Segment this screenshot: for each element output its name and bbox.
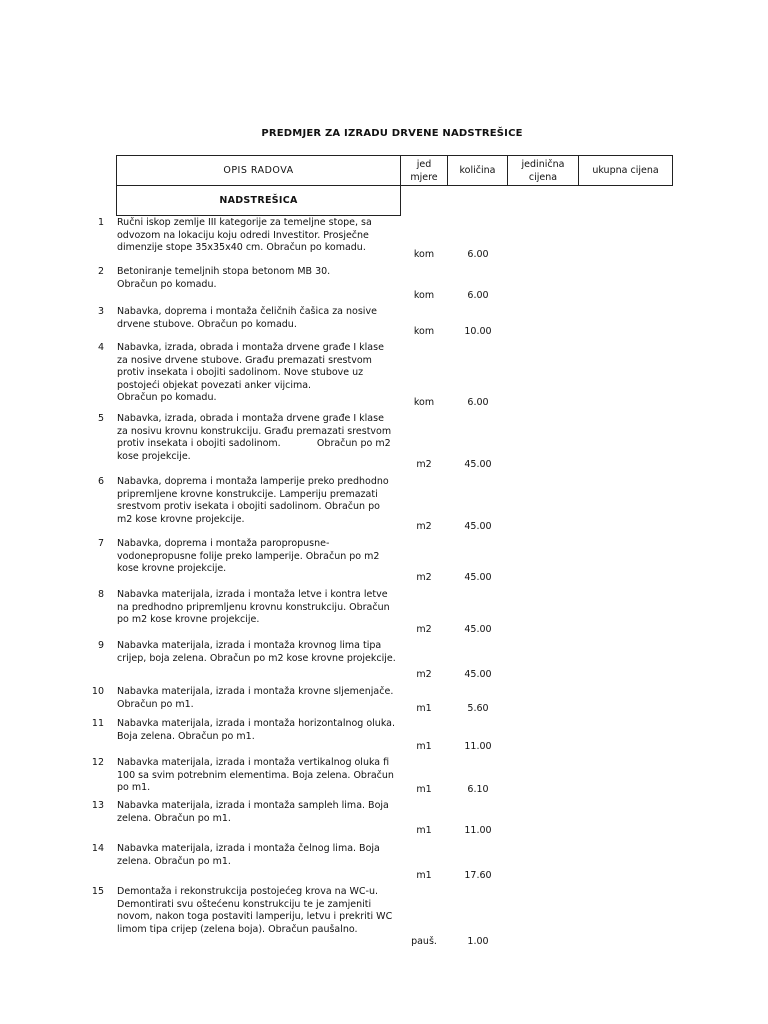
document-title: PREDMJER ZA IZRADU DRVENE NADSTREŠICE [261, 128, 523, 139]
item-number: 15 [91, 886, 104, 897]
item-unit: m1 [416, 825, 432, 836]
header-jed-line1: jed [416, 158, 432, 170]
item-unit: m2 [416, 624, 432, 635]
item-unit: pauš. [411, 936, 437, 947]
item-unit: m2 [416, 572, 432, 583]
item-quantity: 6.10 [467, 784, 489, 795]
header-ukupna-label: ukupna cijena [592, 165, 659, 176]
header-jedinicna-line2: cijena [528, 171, 558, 183]
item-number: 2 [97, 266, 104, 277]
item-quantity: 10.00 [464, 326, 492, 337]
item-quantity: 6.00 [467, 290, 489, 301]
item-unit: m1 [416, 741, 432, 752]
item-description: Nabavka, doprema i montaža paropropusne-vodonepropusne folije preko lamperije. Obračun po m2 kose krovne projekcije. [117, 538, 383, 574]
item-quantity: 17.60 [464, 870, 492, 881]
header-opis-label: OPIS RADOVA [223, 165, 294, 176]
item-quantity: 45.00 [464, 459, 492, 470]
item-unit: m2 [416, 669, 432, 680]
item-quantity: 45.00 [464, 572, 492, 583]
item-number: 14 [91, 843, 104, 854]
item-number: 6 [97, 476, 104, 487]
item-unit: kom [413, 249, 435, 260]
header-jedinicna-line1: jedinična [521, 158, 565, 170]
item-description: Nabavka materijala, izrada i montaža sampleh lima. Boja zelena. Obračun po m1. [117, 800, 392, 824]
item-quantity: 5.60 [467, 703, 489, 714]
item-quantity: 11.00 [464, 741, 492, 752]
item-description: Nabavka, izrada, obrada i montaža drvene građe I klase za nosivu krovnu konstrukciju. Građu premazati srestvom protiv insekata i obojiti sadolinom. Obračun po m2 kose projekcije. [117, 413, 395, 462]
item-number: 10 [91, 686, 104, 697]
item-quantity: 6.00 [467, 249, 489, 260]
item-number: 11 [91, 718, 104, 729]
item-quantity: 45.00 [464, 624, 492, 635]
header-opis-radova [116, 155, 401, 186]
header-ukupna-cijena [578, 155, 673, 186]
item-number: 13 [91, 800, 104, 811]
item-description: Demontaža i rekonstrukcija postojećeg krova na WC-u. Demontirati svu oštećenu konstrukciju te je zamjeniti novom, nakon toga postaviti lamperiju, letvu i prekriti WC limom tipa crijep (zelena boja). Obračun paušalno. [117, 886, 396, 935]
item-description: Nabavka, doprema i montaža lamperije preko predhodno pripremljene krovne konstrukcije. Lamperiju premazati srestvom protiv isekata i obojiti sadolinom. Obračun po m2 kose krovne projekcije. [117, 476, 392, 525]
header-kolicina [447, 155, 508, 186]
item-description: Nabavka materijala, izrada i montaža krovnog lima tipa crijep, boja zelena. Obračun po m2 kose krovne projekcije. [117, 640, 396, 664]
item-description: Nabavka materijala, izrada i montaža krovne sljemenjače. Obračun po m1. [117, 686, 397, 710]
item-number: 3 [97, 306, 104, 317]
item-quantity: 11.00 [464, 825, 492, 836]
item-number: 7 [97, 538, 104, 549]
item-quantity: 45.00 [464, 521, 492, 532]
item-description: Nabavka materijala, izrada i montaža vertikalnog oluka fi 100 sa svim potrebnim elementima. Boja zelena. Obračun po m1. [117, 757, 397, 793]
header-jed-line2: mjere [410, 171, 438, 183]
item-unit: m1 [416, 784, 432, 795]
item-number: 4 [97, 342, 104, 353]
item-unit: m1 [416, 870, 432, 881]
item-quantity: 1.00 [467, 936, 489, 947]
item-number: 9 [97, 640, 104, 651]
item-number: 1 [97, 217, 104, 228]
item-unit: kom [413, 290, 435, 301]
item-description: Nabavka materijala, izrada i montaža letve i kontra letve na predhodno pripremljenu krovnu konstrukciju. Obračun po m2 kose krovne projekcije. [117, 589, 393, 625]
item-description: Nabavka materijala, izrada i montaža horizontalnog oluka. Boja zelena. Obračun po m1. [117, 718, 399, 742]
item-quantity: 45.00 [464, 669, 492, 680]
item-description: Nabavka, doprema i montaža čeličnih čašica za nosive drvene stubove. Obračun po komadu. [117, 306, 380, 330]
item-number: 5 [97, 413, 104, 424]
item-unit: kom [413, 397, 435, 408]
item-quantity: 6.00 [467, 397, 489, 408]
item-number: 8 [97, 589, 104, 600]
item-description: Betoniranje temeljnih stopa betonom MB 30. Obračun po komadu. [117, 266, 331, 290]
item-description: Nabavka materijala, izrada i montaža čelnog lima. Boja zelena. Obračun po m1. [117, 843, 383, 867]
section-label: NADSTREŠICA [219, 195, 298, 206]
header-kolicina-label: količina [459, 165, 496, 176]
section-header [116, 185, 401, 216]
item-description: Nabavka, izrada, obrada i montaža drvene građe I klase za nosive drvene stubove. Građu premazati srestvom protiv insekata i obojiti sadolinom. Nove stubove uz postojeći objekat povezati anker vijcima. Obračun po komadu. [117, 342, 384, 403]
item-unit: m2 [416, 459, 432, 470]
item-number: 12 [91, 757, 104, 768]
header-jed-mjere [400, 155, 448, 186]
item-unit: kom [413, 326, 435, 337]
item-unit: m2 [416, 521, 432, 532]
header-jedinicna-cijena [507, 155, 579, 186]
item-description: Ručni iskop zemlje III kategorije za temeljne stope, sa odvozom na lokaciju koju odredi Investitor. Prosječne dimenzije stope 35x35x40 cm. Obračun po komadu. [117, 217, 375, 253]
item-unit: m1 [416, 703, 432, 714]
